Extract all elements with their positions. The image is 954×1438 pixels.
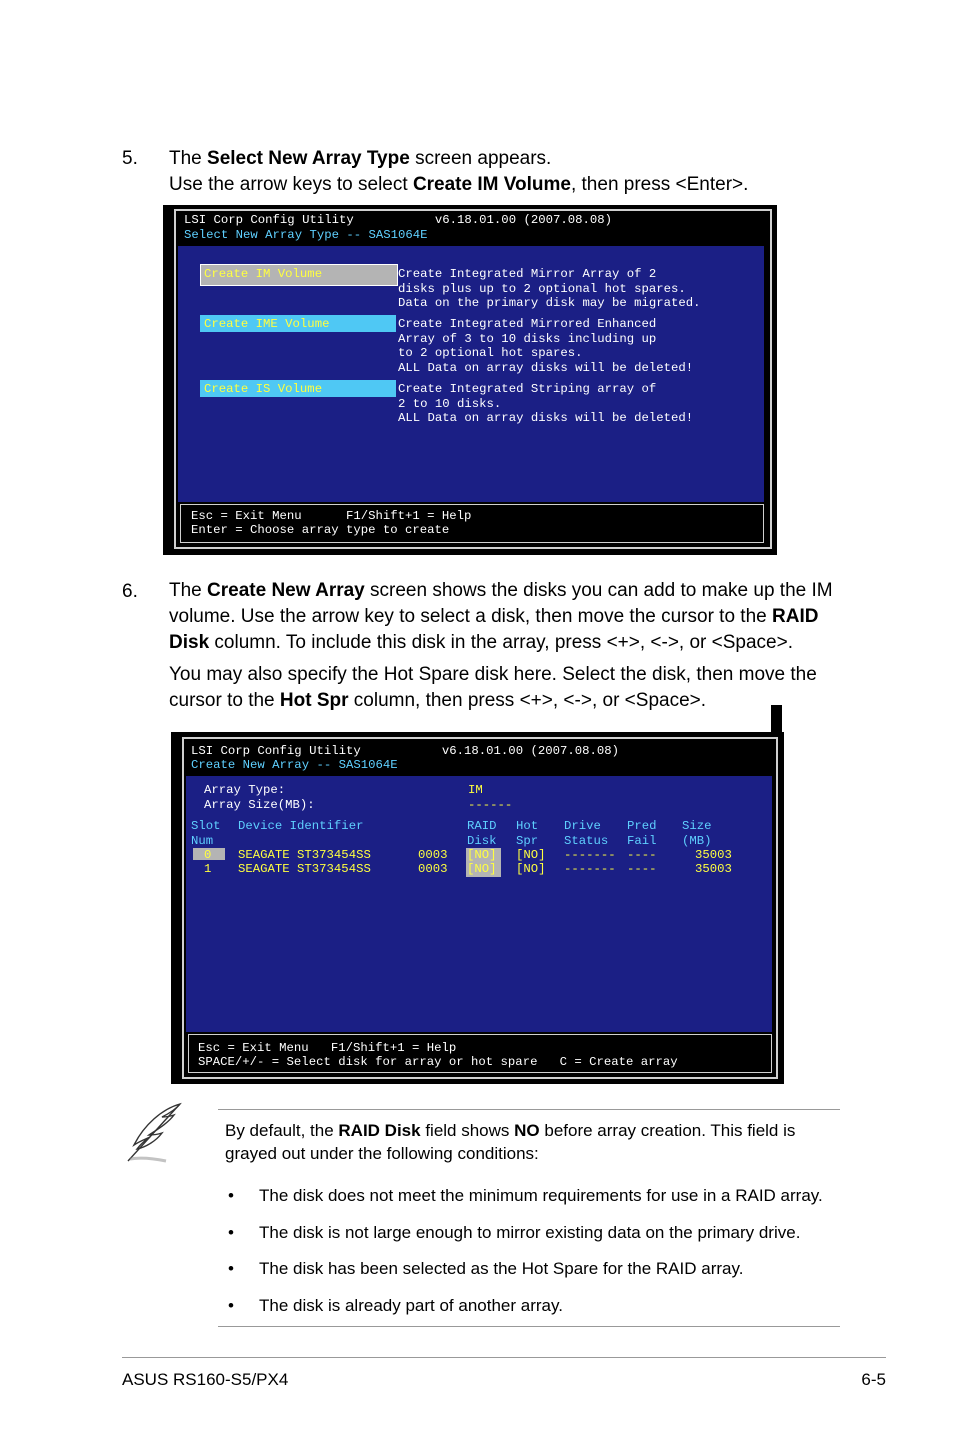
row-0-drive-status: ------- (564, 848, 616, 862)
option-ime-description: Create Integrated Mirrored Enhanced Array of 3 to 10 disks including up to 2 optional hot spares. ALL Data on array disks will be deleted! (398, 317, 694, 375)
step-5-line2-post: , then press <Enter>. (570, 174, 749, 195)
screen2-title: LSI Corp Config Utility v6.18.01.00 (2007.08.08) (191, 744, 620, 758)
array-size-value: ------ (468, 798, 513, 812)
step-5-number: 5. (122, 148, 138, 169)
step-5-line2-pre: Use the arrow keys to select (169, 174, 413, 195)
step-6-number: 6. (122, 581, 138, 602)
footer-page-number: 6-5 (861, 1370, 886, 1389)
step-5-line1-post: screen appears. (409, 148, 552, 169)
screen1-title: LSI Corp Config Utility v6.18.01.00 (2007.08.08) (184, 213, 613, 227)
bullet-item: The disk is already part of another array. (259, 1296, 563, 1315)
column-header-pred-fail: Pred Fail (627, 819, 657, 848)
column-header-slot: Slot Num (191, 819, 221, 848)
bullet-marker: • (228, 1223, 234, 1242)
column-header-drive-status: Drive Status (564, 819, 609, 848)
bullet-item: The disk has been selected as the Hot Spare for the RAID array. (259, 1259, 744, 1278)
step-6-p1-e: column. To include this disk in the array, press <+>, <->, or <Space>. (209, 632, 794, 653)
array-type-label: Array Type: (204, 783, 286, 797)
array-type-value: IM (468, 783, 483, 797)
row-0-size: 35003 (695, 848, 732, 862)
step-6-p2-a: You may also specify the Hot Spare disk here. Select the disk, then move the cursor to the (169, 664, 817, 711)
step-6-paragraph-2 (169, 662, 859, 714)
column-header-device: Device Identifier (238, 819, 364, 833)
step-5-line1-bold: Select New Array Type (207, 148, 410, 169)
bullet-marker: • (228, 1186, 234, 1205)
note-line1-a: By default, the (225, 1121, 339, 1140)
bullet-item: The disk is not large enough to mirror existing data on the primary drive. (259, 1223, 801, 1242)
step-5-line2-bold: Create IM Volume (412, 174, 571, 195)
row-0-pred-fail: ---- (627, 848, 657, 862)
bullet-marker: • (228, 1259, 234, 1278)
note-line1-e: before array creation. This field is (539, 1121, 796, 1140)
step-6-p2-b: Hot Spr (279, 690, 349, 711)
row-1-device: SEAGATE ST373454SS (238, 862, 371, 876)
step-5-line1-pre: The (169, 148, 208, 169)
feather-pen-icon (122, 1101, 186, 1167)
step-6-p1-b: Create New Array (207, 580, 365, 601)
note-line2: grayed out under the following conditions: (225, 1144, 539, 1163)
option-create-im-volume[interactable]: Create IM Volume (204, 267, 323, 281)
column-header-hot-spr: Hot Spr (516, 819, 539, 848)
note-line1-b: RAID Disk (338, 1121, 421, 1140)
option-is-description: Create Integrated Striping array of 2 to 10 disks. ALL Data on array disks will be deleted! (398, 382, 694, 426)
screen2-subtitle: Create New Array -- SAS1064E (191, 758, 398, 772)
column-header-raid-disk: RAID Disk (467, 819, 497, 848)
screen1-subtitle: Select New Array Type -- SAS1064E (184, 228, 428, 242)
step-6-paragraph-1 (169, 578, 859, 656)
row-0-slot[interactable]: 0 (204, 848, 212, 862)
row-1-raid-disk[interactable]: [NO] (467, 862, 497, 876)
bullet-item: The disk does not meet the minimum requirements for use in a RAID array. (259, 1186, 823, 1205)
step-6-p2-c: column, then press <+>, <->, or <Space>. (348, 690, 707, 711)
row-1-rev: 0003 (418, 862, 448, 876)
row-0-hot-spr[interactable]: [NO] (516, 848, 546, 862)
row-1-slot[interactable]: 1 (204, 862, 212, 876)
note-line1-d: NO (514, 1121, 540, 1140)
create-new-array-screen (171, 732, 784, 1084)
note-top-rule (218, 1109, 840, 1110)
row-1-pred-fail: ---- (627, 862, 657, 876)
step-6-p1-d: RAID Disk (169, 606, 819, 653)
option-create-is-volume[interactable]: Create IS Volume (204, 382, 323, 396)
row-0-raid-disk[interactable]: [NO] (467, 848, 497, 862)
screen1-footer-line1: Esc = Exit Menu F1/Shift+1 = Help (191, 509, 472, 523)
step-6-p1-a: The (169, 580, 208, 601)
row-1-size: 35003 (695, 862, 732, 876)
select-new-array-type-screen (163, 205, 777, 555)
step-6-p1-c: screen shows the disks you can add to make up the IM volume. Use the arrow key to select a disk, then move the cursor to the (169, 580, 833, 627)
footer-rule (122, 1357, 886, 1358)
screen2-footer-line1: Esc = Exit Menu F1/Shift+1 = Help (198, 1041, 457, 1055)
row-1-hot-spr[interactable]: [NO] (516, 862, 546, 876)
option-create-ime-volume[interactable]: Create IME Volume (204, 317, 330, 331)
note-line1-c: field shows (420, 1121, 515, 1140)
bullet-marker: • (228, 1296, 234, 1315)
screen1-footer-line2: Enter = Choose array type to create (191, 523, 450, 537)
column-header-size: Size (MB) (682, 819, 712, 848)
row-1-drive-status: ------- (564, 862, 616, 876)
note-text (225, 1119, 795, 1165)
step-5-text (169, 146, 859, 198)
screen2-content-area (186, 776, 772, 1032)
row-0-device: SEAGATE ST373454SS (238, 848, 371, 862)
footer-product-name: ASUS RS160-S5/PX4 (122, 1370, 289, 1389)
screen2-footer-line2: SPACE/+/- = Select disk for array or hot spare C = Create array (198, 1055, 678, 1069)
option-im-description: Create Integrated Mirror Array of 2 disks plus up to 2 optional hot spares. Data on the primary disk may be migrated. (398, 267, 701, 311)
note-bottom-rule (218, 1326, 840, 1327)
row-0-rev: 0003 (418, 848, 448, 862)
array-size-label: Array Size(MB): (204, 798, 315, 812)
